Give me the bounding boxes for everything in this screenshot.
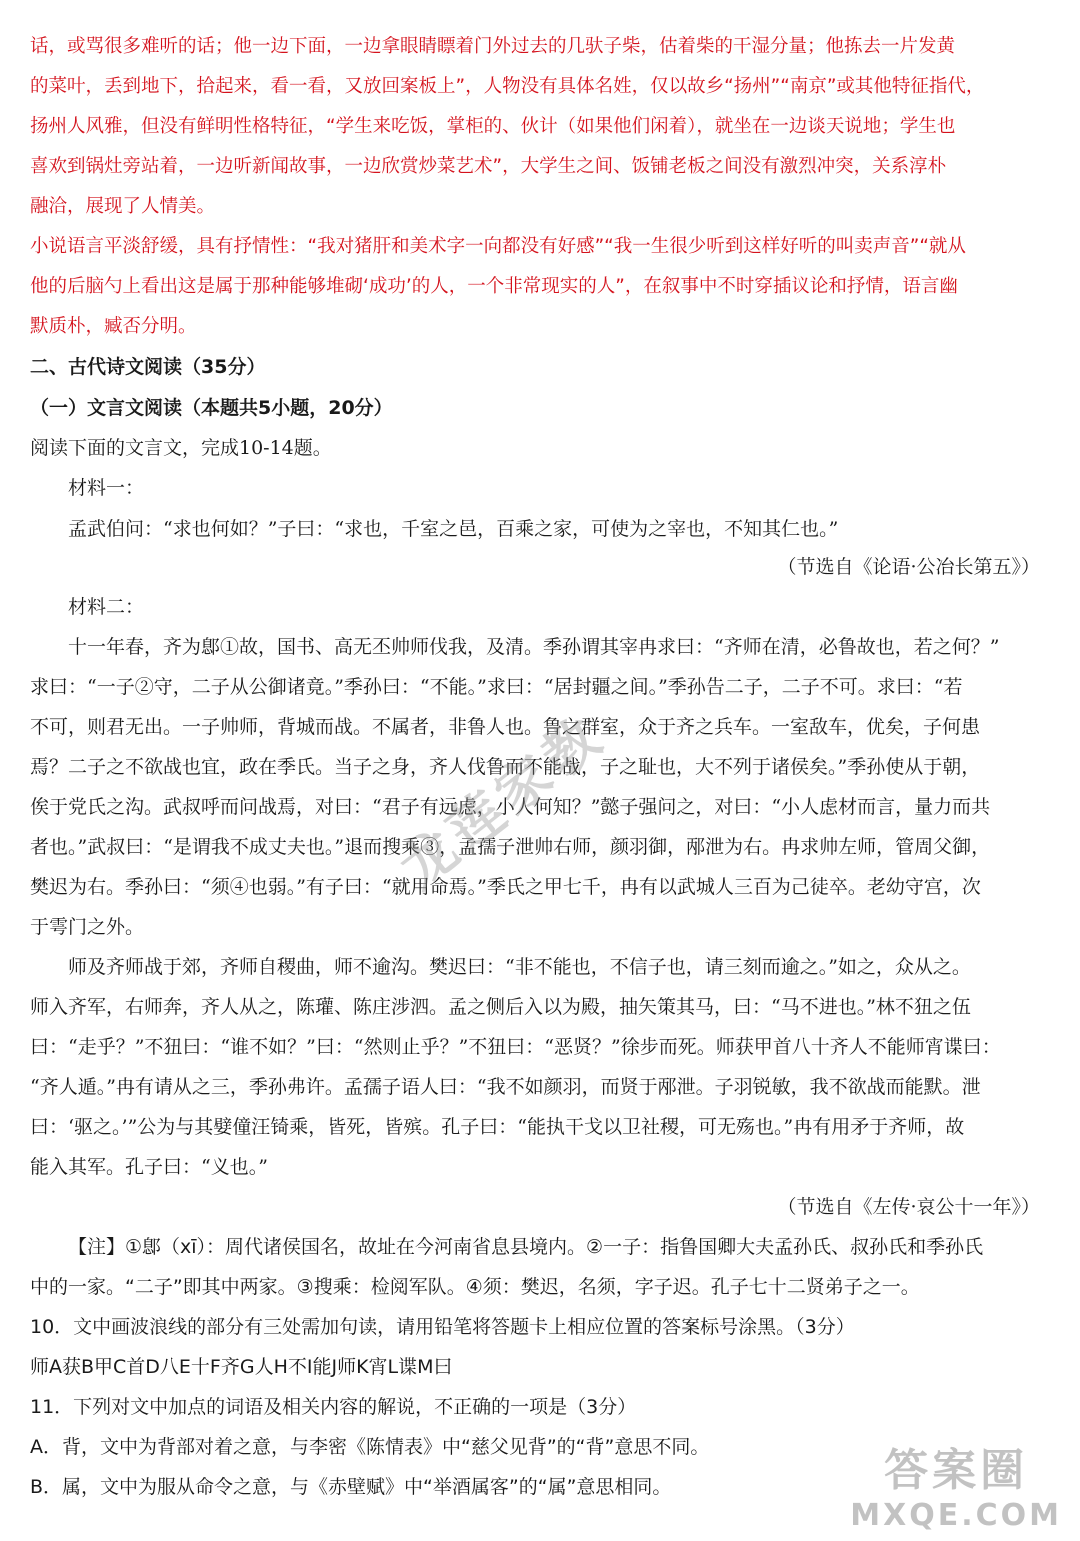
material2-para2-line: 师入齐军，右师奔，齐人从之，陈瓘、陈庄涉泗。孟之侧后入以为殿，抽矢策其马，曰：“马不进也。”林不狃之伍 (30, 996, 971, 1018)
material1-label: 材料一： (68, 477, 145, 499)
material1-source: （节选自《论语·公冶长第五》） (777, 556, 1040, 578)
material2-line: 樊迟为右。季孙曰：“须④也弱。”有子曰：“就用命焉。”季氏之甲七千，冉有以武城人三百为己徒卒。老幼守宫，次 (30, 876, 981, 898)
material1-text: 孟武伯问：“求也何如？”子曰：“求也，千室之邑，百乘之家，可使为之宰也，不知其仁也。” (68, 518, 839, 540)
answer-line: 默质朴，臧否分明。 (30, 316, 197, 337)
note-line: 中的一家。“二子”即其中两家。③搜乘：检阅军队。④须：樊迟，名须，字子迟。孔子七十二贤弟子之一。 (30, 1276, 920, 1298)
answer-line: 扬州人风雅，但没有鲜明性格特征，“学生来吃饭，掌柜的、伙计（如果他们闲着），就坐在一边谈天说地；学生也 (30, 116, 956, 137)
question-11-option-a: A．背，文中为背部对着之意，与李密《陈情表》中“慈父见背”的“背”意思不同。 (30, 1436, 710, 1458)
answer-line: 话，或骂很多难听的话；他一边下面，一边拿眼睛瞟着门外过去的几驮子柴，估着柴的干湿分量；他拣去一片发黄 (30, 36, 956, 57)
question-10: 10．文中画波浪线的部分有三处需加句读，请用铅笔将答题卡上相应位置的答案标号涂黑。（3分） (30, 1316, 855, 1338)
question-11: 11．下列对文中加点的词语及相关内容的解说，不正确的一项是（3分） (30, 1396, 637, 1418)
material2-line: 者也。”武叔曰：“是谓我不成丈夫也。”退而搜乘③，孟孺子泄帅右师，颜羽御，邴泄为右。冉求帅左师，管周父御， (30, 836, 991, 858)
material2-line: 焉？二子之不欲战也宜，政在季氏。当子之身，齐人伐鲁而不能战，子之耻也，大不列于诸侯矣。”季孙使从于朝， (30, 756, 981, 778)
material2-line: 俟于党氏之沟。武叔呼而问战焉，对曰：“君子有远虑，小人何知？”懿子强问之，对曰：“小人虑材而言，量力而共 (30, 796, 991, 818)
question-11-option-b: B．属，文中为服从命令之意，与《赤壁赋》中“举酒属客”的“属”意思相同。 (30, 1476, 672, 1498)
question-10-options: 师A获B甲C首D八E十F齐G人H不I能J师K宵L谍M曰 (30, 1356, 453, 1378)
material2-para2-line: 曰：‘驱之。’”公为与其嬖僮汪锜乘，皆死，皆殡。孔子曰：“能执干戈以卫社稷，可无殇也。”冉有用矛于齐师，故 (30, 1116, 965, 1138)
answer-line: 小说语言平淡舒缓，具有抒情性：“我对猪肝和美术字一向都没有好感”“我一生很少听到这样好听的叫卖声音”“就从 (30, 236, 966, 257)
material2-label: 材料二： (68, 596, 145, 618)
material2-para2-line: 能入其军。孔子曰：“义也。” (30, 1156, 268, 1178)
material2-para2-line: 曰：“走乎？”不狃曰：“谁不如？”曰：“然则止乎？”不狃曰：“恶贤？”徐步而死。师获甲首八十齐人不能师宵谍曰： (30, 1036, 1001, 1058)
material2-para2-line: 师及齐师战于郊，齐师自稷曲，师不逾沟。樊迟曰：“非不能也，不信子也，请三刻而逾之。”如之，众从之。 (68, 956, 971, 978)
note-line: 【注】①鄎（xī）：周代诸侯国名，故址在今河南省息县境内。②一子：指鲁国卿大夫孟孙氏、叔孙氏和季孙氏 (68, 1236, 984, 1258)
answer-line: 的菜叶，丢到地下，拾起来，看一看，又放回案板上”，人物没有具体名姓，仅以故乡“扬州”“南京”或其他特征指代， (30, 76, 985, 97)
material2-source: （节选自《左传·哀公十一年》） (777, 1196, 1040, 1218)
answer-line: 融洽，展现了人情美。 (30, 196, 216, 217)
stamp-url: MXQE.COM (850, 1498, 1062, 1533)
material2-line: 不可，则君无出。一子帅师，背城而战。不属者，非鲁人也。鲁之群室，众于齐之兵车。一室敌车，优矣，子何患 (30, 716, 981, 738)
material2-para2-line: “齐人遁。”冉有请从之三，季孙弗许。孟孺子语人曰：“我不如颜羽，而贤于邴泄。子羽锐敏，我不欲战而能默。泄 (30, 1076, 981, 1098)
answer-line: 喜欢到锅灶旁站着，一边听新闻故事，一边欣赏炒菜艺术”，大学生之间、饭铺老板之间没有激烈冲突，关系淳朴 (30, 156, 947, 177)
answer-line: 他的后脑勺上看出这是属于那种能够堆砌‘成功’的人，一个非常现实的人”，在叙事中不时穿插议论和抒情，语言幽 (30, 276, 958, 297)
subsection-title: （一）文言文阅读（本题共5小题，20分） (30, 397, 393, 419)
material2-line: 于雩门之外。 (30, 916, 145, 938)
material2-line: 十一年春，齐为鄎①故，国书、高无丕帅师伐我，及清。季孙谓其宰冉求曰：“齐师在清，必鲁故也，若之何？” (68, 636, 1000, 658)
watermark-stamp (850, 1434, 1062, 1533)
material2-line: 求曰：“一子②守，二子从公御诸竟。”季孙曰：“不能。”求曰：“居封疆之间。”季孙告二子，二子不可。求曰：“若 (30, 676, 963, 698)
instruction-text: 阅读下面的文言文，完成10-14题。 (30, 437, 332, 459)
watermark: 龙莲家教 (388, 702, 617, 901)
stamp-title: 答案圈 (884, 1445, 1029, 1496)
section-title: 二、古代诗文阅读（35分） (30, 356, 266, 378)
